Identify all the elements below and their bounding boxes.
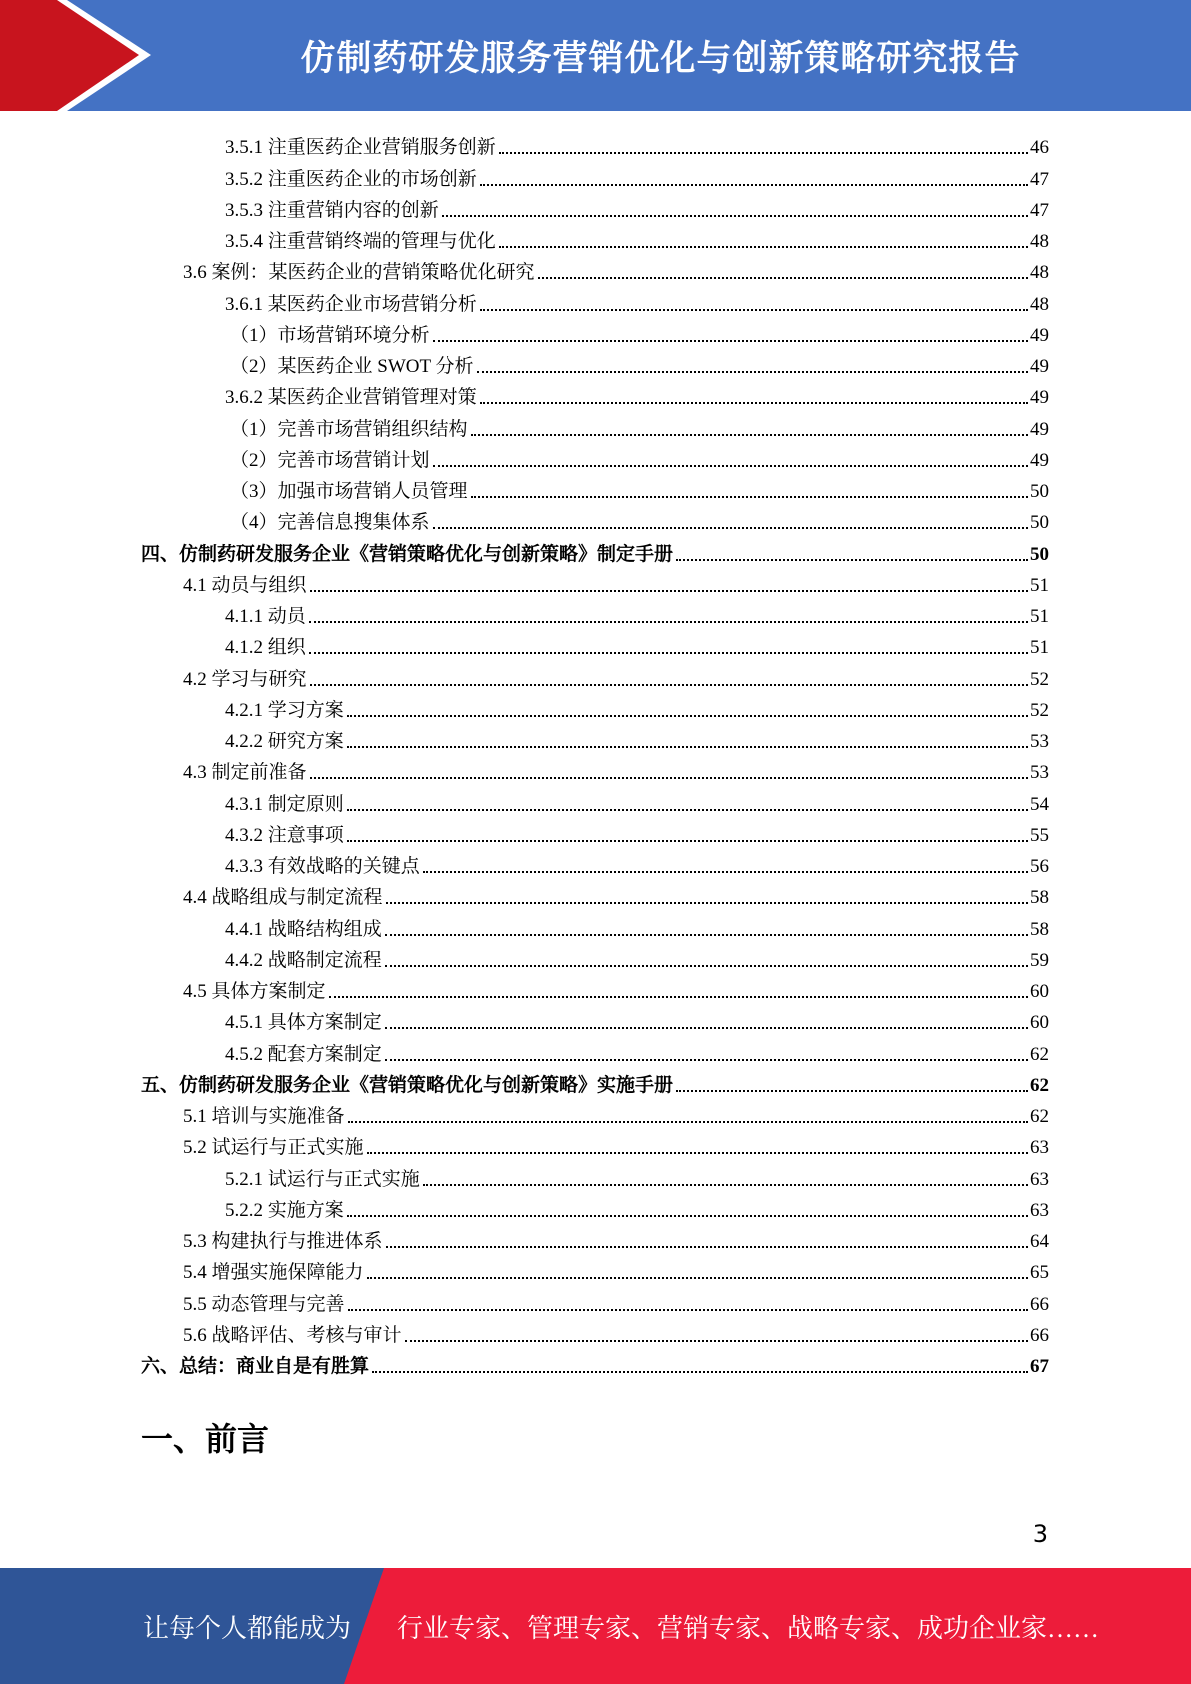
toc-dot-leader — [347, 715, 1028, 717]
toc-entry-page: 54 — [1030, 793, 1049, 815]
toc-entry-page: 60 — [1030, 981, 1049, 1002]
toc-entry[interactable] — [141, 628, 1049, 659]
toc-entry[interactable] — [141, 472, 1049, 503]
toc-entry[interactable] — [141, 878, 1049, 909]
toc-entry-page: 48 — [1030, 262, 1049, 284]
toc-entry-label: 3.6.2 某医药企业营销管理对策 — [225, 387, 477, 409]
toc-entry[interactable] — [141, 441, 1049, 472]
toc-entry[interactable] — [141, 534, 1049, 565]
toc-entry-page: 59 — [1030, 949, 1049, 971]
toc-entry-page: 67 — [1030, 1356, 1049, 1377]
toc-entry[interactable] — [141, 1222, 1049, 1253]
toc-entry[interactable] — [141, 691, 1049, 722]
toc-entry-label: 5.5 动态管理与完善 — [183, 1293, 345, 1315]
toc-entry[interactable] — [141, 378, 1049, 409]
toc-entry-page: 47 — [1030, 168, 1049, 190]
toc-entry[interactable] — [141, 191, 1049, 222]
toc-entry[interactable] — [141, 722, 1049, 753]
toc-entry-page: 49 — [1030, 387, 1049, 409]
toc-entry-label: 4.3 制定前准备 — [183, 762, 307, 784]
toc-dot-leader — [372, 1371, 1028, 1373]
toc-entry[interactable] — [141, 847, 1049, 878]
toc-entry[interactable] — [141, 222, 1049, 253]
toc-entry-label: 3.6 案例：某医药企业的营销策略优化研究 — [183, 262, 535, 284]
toc-entry-page: 49 — [1030, 418, 1049, 440]
toc-entry[interactable] — [141, 659, 1049, 690]
toc-entry-label: 4.4.2 战略制定流程 — [225, 949, 382, 971]
toc-entry[interactable] — [141, 409, 1049, 440]
toc-entry-page: 52 — [1030, 668, 1049, 690]
toc-dot-leader — [433, 340, 1028, 342]
toc-entry-page: 47 — [1030, 199, 1049, 221]
toc-dot-leader — [348, 1121, 1028, 1123]
toc-entry-label: （1）完善市场营销组织结构 — [230, 418, 468, 440]
toc-entry[interactable] — [141, 1003, 1049, 1034]
toc-dot-leader — [676, 1090, 1028, 1092]
toc-dot-leader — [385, 934, 1028, 936]
toc-entry-label: 5.2.2 实施方案 — [225, 1199, 344, 1221]
toc-entry-page: 65 — [1030, 1262, 1049, 1284]
toc-dot-leader — [471, 434, 1028, 436]
toc-dot-leader — [386, 902, 1028, 904]
toc-entry-label: 4.1.1 动员 — [225, 606, 306, 627]
toc-entry[interactable] — [141, 597, 1049, 628]
toc-dot-leader — [480, 184, 1028, 186]
toc-entry-label: 六、总结：商业自是有胜算 — [141, 1356, 370, 1377]
toc-entry-label: 四、仿制药研发服务企业《营销策略优化与创新策略》制定手册 — [141, 543, 674, 565]
toc-dot-leader — [385, 965, 1028, 967]
toc-dot-leader — [348, 1309, 1028, 1311]
toc-entry-page: 66 — [1030, 1293, 1049, 1315]
toc-entry-page: 63 — [1030, 1137, 1049, 1159]
toc-entry-label: 4.2 学习与研究 — [183, 668, 307, 690]
toc-entry-label: 5.4 增强实施保障能力 — [183, 1262, 364, 1284]
toc-dot-leader — [385, 1059, 1028, 1061]
toc-entry-page: 46 — [1030, 137, 1049, 159]
toc-dot-leader — [309, 652, 1028, 654]
toc-dot-leader — [367, 1152, 1028, 1154]
toc-entry-label: 4.3.3 有效战略的关键点 — [225, 856, 420, 877]
toc-entry-label: 3.6.1 某医药企业市场营销分析 — [225, 293, 477, 315]
toc-entry-label: （4）完善信息搜集体系 — [230, 512, 430, 534]
toc-entry-label: 4.3.1 制定原则 — [225, 793, 344, 815]
toc-dot-leader — [433, 465, 1028, 467]
toc-entry-label: 4.5.1 具体方案制定 — [225, 1012, 382, 1034]
toc-entry[interactable] — [141, 972, 1049, 1003]
toc-dot-leader — [471, 496, 1028, 498]
toc-dot-leader — [499, 152, 1028, 154]
section-heading: 一、前言 — [141, 1420, 270, 1458]
toc-dot-leader — [480, 402, 1028, 404]
toc-entry-label: 4.2.2 研究方案 — [225, 731, 344, 752]
toc-entry-page: 64 — [1030, 1231, 1049, 1252]
toc-entry[interactable] — [141, 347, 1049, 378]
toc-dot-leader — [423, 1184, 1028, 1186]
toc-dot-leader — [480, 309, 1028, 311]
toc-entry-label: 五、仿制药研发服务企业《营销策略优化与创新策略》实施手册 — [141, 1074, 674, 1096]
toc-dot-leader — [538, 277, 1028, 279]
toc-entry-page: 58 — [1030, 887, 1049, 909]
toc-entry[interactable] — [141, 941, 1049, 972]
toc-entry-page: 49 — [1030, 356, 1049, 377]
toc-entry-page: 60 — [1030, 1012, 1049, 1034]
toc-entry-label: 4.4 战略组成与制定流程 — [183, 887, 383, 909]
toc-dot-leader — [442, 215, 1028, 217]
toc-entry[interactable] — [141, 1159, 1049, 1190]
header-banner — [0, 0, 1191, 111]
toc-entry-page: 63 — [1030, 1199, 1049, 1221]
toc-dot-leader — [310, 777, 1028, 779]
toc-entry[interactable] — [141, 128, 1049, 159]
toc-entry-page: 52 — [1030, 699, 1049, 721]
document-title: 仿制药研发服务营销优化与创新策略研究报告 — [300, 38, 1021, 79]
toc-entry[interactable] — [141, 1128, 1049, 1159]
table-of-contents — [141, 128, 1049, 1378]
toc-entry[interactable] — [141, 159, 1049, 190]
toc-entry-page: 56 — [1030, 856, 1049, 877]
toc-entry-page: 50 — [1030, 512, 1049, 534]
toc-entry-page: 53 — [1030, 762, 1049, 784]
toc-entry-page: 51 — [1030, 606, 1049, 627]
toc-entry-page: 55 — [1030, 824, 1049, 846]
toc-dot-leader — [385, 1027, 1028, 1029]
toc-entry-page: 62 — [1030, 1074, 1049, 1096]
toc-entry-label: 5.3 构建执行与推进体系 — [183, 1231, 383, 1252]
toc-entry-label: 4.1.2 组织 — [225, 637, 306, 659]
toc-entry-page: 49 — [1030, 449, 1049, 471]
toc-entry-page: 62 — [1030, 1106, 1049, 1127]
toc-dot-leader — [405, 1340, 1028, 1342]
toc-entry-page: 63 — [1030, 1168, 1049, 1190]
toc-dot-leader — [347, 746, 1028, 748]
toc-entry-label: 5.6 战略评估、考核与审计 — [183, 1324, 402, 1346]
toc-entry-page: 58 — [1030, 918, 1049, 940]
toc-entry-page: 66 — [1030, 1324, 1049, 1346]
toc-entry-page: 50 — [1030, 481, 1049, 502]
toc-entry-label: 5.2 试运行与正式实施 — [183, 1137, 364, 1159]
page-number: 3 — [1032, 1520, 1048, 1548]
toc-entry[interactable] — [141, 566, 1049, 597]
toc-entry[interactable] — [141, 1347, 1049, 1378]
footer-banner — [0, 1568, 1191, 1684]
toc-dot-leader — [309, 621, 1028, 623]
toc-entry[interactable] — [141, 1253, 1049, 1284]
toc-entry[interactable] — [141, 753, 1049, 784]
toc-entry-label: 5.2.1 试运行与正式实施 — [225, 1168, 420, 1190]
toc-dot-leader — [310, 684, 1028, 686]
toc-entry-label: （1）市场营销环境分析 — [230, 324, 430, 346]
toc-dot-leader — [367, 1277, 1028, 1279]
toc-entry-label: 4.5 具体方案制定 — [183, 981, 326, 1002]
toc-entry-page: 48 — [1030, 293, 1049, 315]
toc-entry-label: （3）加强市场营销人员管理 — [230, 481, 468, 502]
toc-entry[interactable] — [141, 784, 1049, 815]
toc-entry[interactable] — [141, 816, 1049, 847]
toc-dot-leader — [347, 840, 1028, 842]
toc-entry-page: 53 — [1030, 731, 1049, 752]
toc-dot-leader — [423, 871, 1028, 873]
toc-dot-leader — [310, 590, 1028, 592]
toc-dot-leader — [347, 809, 1028, 811]
toc-dot-leader — [347, 1215, 1028, 1217]
toc-dot-leader — [386, 1246, 1028, 1248]
toc-entry[interactable] — [141, 1066, 1049, 1097]
toc-entry[interactable] — [141, 1097, 1049, 1128]
toc-entry-label: 4.1 动员与组织 — [183, 574, 307, 596]
toc-entry-label: 5.1 培训与实施准备 — [183, 1106, 345, 1127]
toc-dot-leader — [499, 246, 1028, 248]
toc-entry-page: 62 — [1030, 1043, 1049, 1065]
toc-entry-label: 4.4.1 战略结构组成 — [225, 918, 382, 940]
toc-entry[interactable] — [141, 1191, 1049, 1222]
toc-entry-label: 3.5.2 注重医药企业的市场创新 — [225, 168, 477, 190]
toc-entry-page: 50 — [1030, 543, 1049, 565]
toc-dot-leader — [477, 371, 1029, 373]
toc-dot-leader — [433, 527, 1028, 529]
toc-entry[interactable] — [141, 253, 1049, 284]
toc-entry[interactable] — [141, 909, 1049, 940]
toc-entry-page: 48 — [1030, 231, 1049, 252]
toc-entry-label: 4.5.2 配套方案制定 — [225, 1043, 382, 1065]
footer-slogan-right: 行业专家、管理专家、营销专家、战略专家、成功企业家…… — [397, 1613, 1100, 1643]
toc-dot-leader — [329, 996, 1028, 998]
toc-entry[interactable] — [141, 1034, 1049, 1065]
toc-entry-label: （2）某医药企业 SWOT 分析 — [230, 356, 474, 377]
toc-entry-label: 3.5.1 注重医药企业营销服务创新 — [225, 137, 496, 159]
toc-entry[interactable] — [141, 316, 1049, 347]
red-chevron-decoration — [0, 0, 170, 111]
toc-entry-label: （2）完善市场营销计划 — [230, 449, 430, 471]
toc-entry[interactable] — [141, 284, 1049, 315]
toc-entry-label: 3.5.4 注重营销终端的管理与优化 — [225, 231, 496, 252]
footer-slogan-left: 让每个人都能成为 — [143, 1613, 352, 1643]
toc-entry-label: 4.2.1 学习方案 — [225, 699, 344, 721]
toc-dot-leader — [676, 559, 1028, 561]
toc-entry-label: 4.3.2 注意事项 — [225, 824, 344, 846]
toc-entry-page: 51 — [1030, 637, 1049, 659]
toc-entry-label: 3.5.3 注重营销内容的创新 — [225, 199, 439, 221]
toc-entry[interactable] — [141, 1316, 1049, 1347]
toc-entry-page: 49 — [1030, 324, 1049, 346]
toc-entry[interactable] — [141, 1284, 1049, 1315]
toc-entry[interactable] — [141, 503, 1049, 534]
toc-entry-page: 51 — [1030, 574, 1049, 596]
